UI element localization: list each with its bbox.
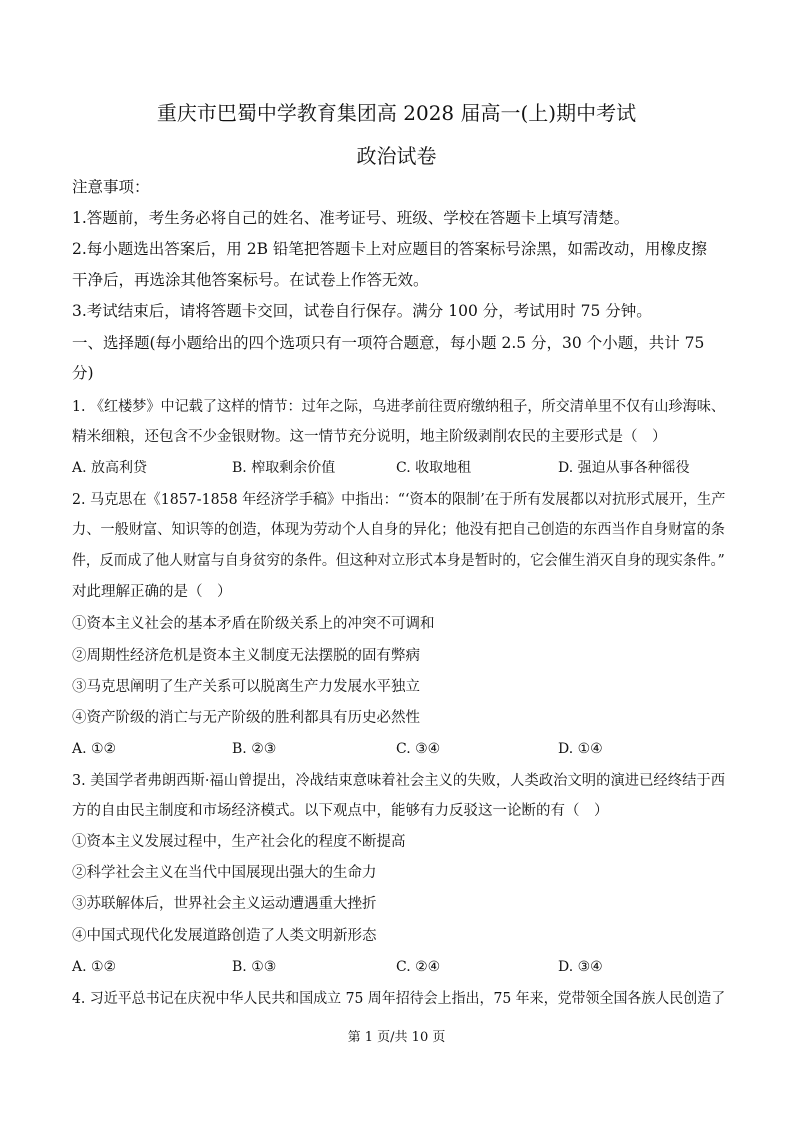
q2-option-c: C. ③④ bbox=[396, 741, 441, 757]
q2-option-d: D. ①④ bbox=[558, 741, 603, 757]
question-3-text: 3. 美国学者弗朗西斯·福山曾提出，冷战结束意味着社会主义的失败，人类政治文明的演进已经终结于西 bbox=[72, 773, 726, 789]
q1-option-a: A. 放高利贷 bbox=[72, 460, 148, 476]
question-1-text-cont: 精米细粮，还包含不少金银财物。这一情节充分说明，地主阶级剥削农民的主要形式是（ ） bbox=[72, 429, 667, 445]
q3-statement-2: ②科学社会主义在当代中国展现出强大的生命力 bbox=[72, 865, 377, 881]
question-1-text: 1. 《红楼梦》中记载了这样的情节：过年之际，乌进孝前往贾府缴纳租子，所交清单里不仅有山珍海味、 bbox=[72, 399, 725, 415]
question-2-text-cont-3: 对此理解正确的是（ ） bbox=[72, 584, 232, 600]
q2-option-b: B. ②③ bbox=[232, 741, 277, 757]
q3-statement-1: ①资本主义发展过程中，生产社会化的程度不断提高 bbox=[72, 834, 406, 850]
exam-title: 重庆市巴蜀中学教育集团高 2028 届高一(上)期中考试 bbox=[156, 101, 637, 125]
question-2-text-cont-1: 力、一般财富、知识等的创造，体现为劳动个人自身的异化；他没有把自己创造的东西当作自身财富的条 bbox=[72, 522, 725, 538]
q1-option-b: B. 榨取剩余价值 bbox=[232, 460, 336, 476]
q3-option-b: B. ①③ bbox=[232, 959, 277, 975]
q2-statement-2: ②周期性经济危机是资本主义制度无法摆脱的固有弊病 bbox=[72, 648, 420, 664]
q2-statement-4: ④资产阶级的消亡与无产阶级的胜利都具有历史必然性 bbox=[72, 710, 420, 726]
question-2-text: 2. 马克思在《1857-1858 年经济学手稿》中指出：“‘资本的限制’在于所有发展都以对抗形式展开，生产 bbox=[72, 492, 726, 508]
note-item-1: 1.答题前，考生务必将自己的姓名、准考证号、班级、学校在答题卡上填写清楚。 bbox=[72, 209, 630, 227]
q3-option-c: C. ②④ bbox=[396, 959, 441, 975]
exam-subtitle: 政治试卷 bbox=[356, 144, 437, 168]
q3-option-a: A. ①② bbox=[72, 959, 117, 975]
question-3-text-cont: 方的自由民主制度和市场经济模式。以下观点中，能够有力反驳这一论断的有（ ） bbox=[72, 803, 609, 819]
notes-heading: 注意事项： bbox=[72, 178, 150, 196]
note-item-2-cont: 干净后，再选涂其他答案标号。在试卷上作答无效。 bbox=[72, 271, 429, 289]
question-4-text: 4. 习近平总书记在庆祝中华人民共和国成立 75 周年招待会上指出，75 年来，党带领全国各族人民创造了 bbox=[72, 991, 726, 1007]
q2-option-a: A. ①② bbox=[72, 741, 117, 757]
page-number: 第 1 页/共 10 页 bbox=[347, 1030, 446, 1045]
note-item-2: 2.每小题选出答案后，用 2B 铅笔把答题卡上对应题目的答案标号涂黑，如需改动，用橡皮擦 bbox=[72, 240, 707, 258]
q2-statement-3: ③马克思阐明了生产关系可以脱离生产力发展水平独立 bbox=[72, 679, 420, 695]
section-heading-cont: 分) bbox=[72, 364, 94, 382]
q2-statement-1: ①资本主义社会的基本矛盾在阶级关系上的冲突不可调和 bbox=[72, 616, 435, 632]
question-2-text-cont-2: 件，反而成了他人财富与自身贫穷的条件。但这种对立形式本身是暂时的，它会催生消灭自身的现实条件。” bbox=[72, 553, 725, 569]
q3-statement-3: ③苏联解体后，世界社会主义运动遭遇重大挫折 bbox=[72, 896, 377, 912]
q1-option-d: D. 强迫从事各种徭役 bbox=[558, 460, 690, 476]
q1-option-c: C. 收取地租 bbox=[396, 460, 472, 476]
q3-option-d: D. ③④ bbox=[558, 959, 603, 975]
q3-statement-4: ④中国式现代化发展道路创造了人类文明新形态 bbox=[72, 928, 377, 944]
section-heading: 一、选择题(每小题给出的四个选项只有一项符合题意，每小题 2.5 分，30 个小题，共计 75 bbox=[72, 334, 705, 352]
note-item-3: 3.考试结束后，请将答题卡交回，试卷自行保存。满分 100 分，考试用时 75 分钟。 bbox=[72, 302, 652, 320]
